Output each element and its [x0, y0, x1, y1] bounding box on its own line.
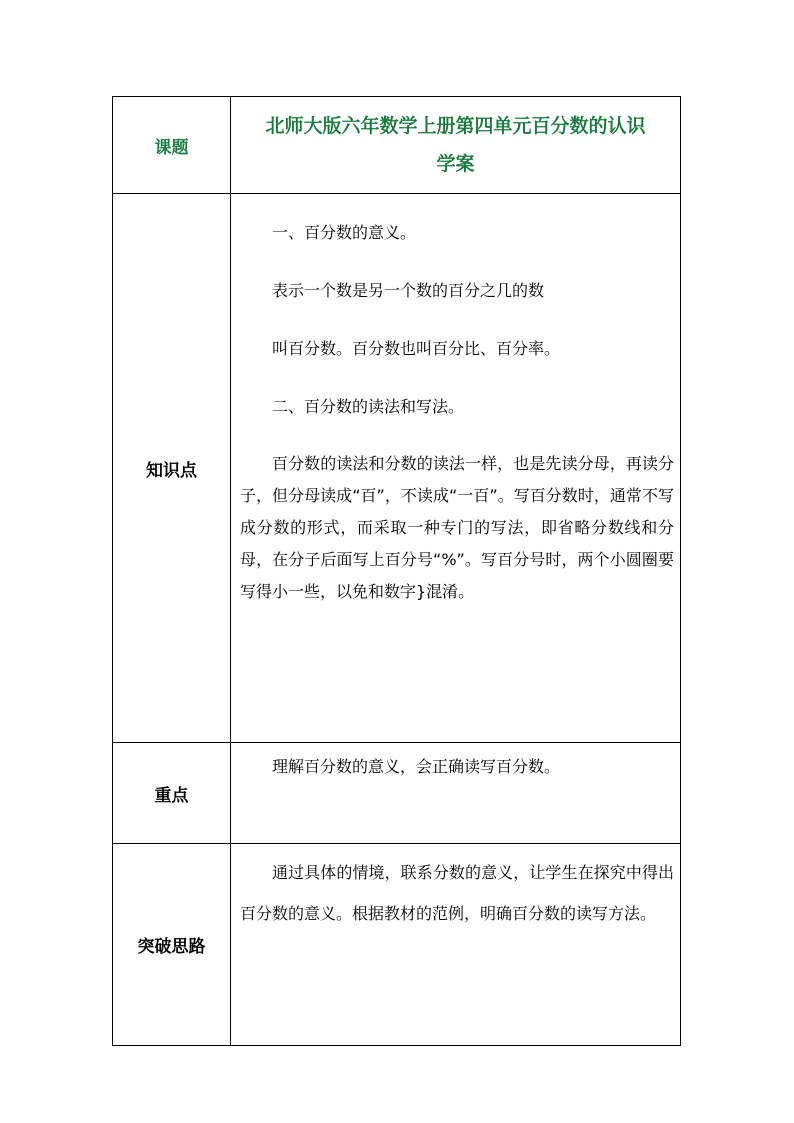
knowledge-line-2: 叫百分数。百分数也叫百分比、百分率。	[272, 339, 561, 358]
knowledge-label: 知识点	[113, 194, 231, 743]
knowledge-content	[231, 194, 681, 743]
key-point-text: 理解百分数的意义，会正确读写百分数。	[272, 757, 561, 776]
title-value	[231, 97, 681, 194]
title-line-1: 北师大版六年数学上册第四单元百分数的认识	[265, 115, 646, 137]
approach-content	[231, 844, 681, 1046]
key-point-label: 重点	[113, 743, 231, 844]
knowledge-paragraph: 百分数的读法和分数的读法一样，也是先读分母，再读分子，但分母读成“百”，不读成“一百”。写百分数时，通常不写成分数的形式，而采取一种专门的写法，即省略分数线和分母，在分子后面写上百分号“%”。写百分号时，两个小圆圈要写得小一些，以免和数字}混淆。	[240, 454, 674, 601]
knowledge-heading-1: 一、百分数的意义。	[272, 223, 417, 242]
row-title	[113, 97, 681, 194]
knowledge-heading-2: 二、百分数的读法和写法。	[272, 397, 465, 416]
row-key-point	[113, 743, 681, 844]
key-point-content	[231, 743, 681, 844]
lesson-plan-table	[112, 96, 681, 1046]
knowledge-line-1: 表示一个数是另一个数的百分之几的数	[272, 281, 545, 300]
approach-text: 通过具体的情境，联系分数的意义，让学生在探究中得出百分数的意义。根据教材的范例，明确百分数的读写方法。	[240, 863, 674, 923]
row-knowledge	[113, 194, 681, 743]
row-approach	[113, 844, 681, 1046]
title-label: 课题	[113, 97, 231, 194]
title-line-2: 学案	[436, 153, 475, 175]
approach-label: 突破思路	[113, 844, 231, 1046]
